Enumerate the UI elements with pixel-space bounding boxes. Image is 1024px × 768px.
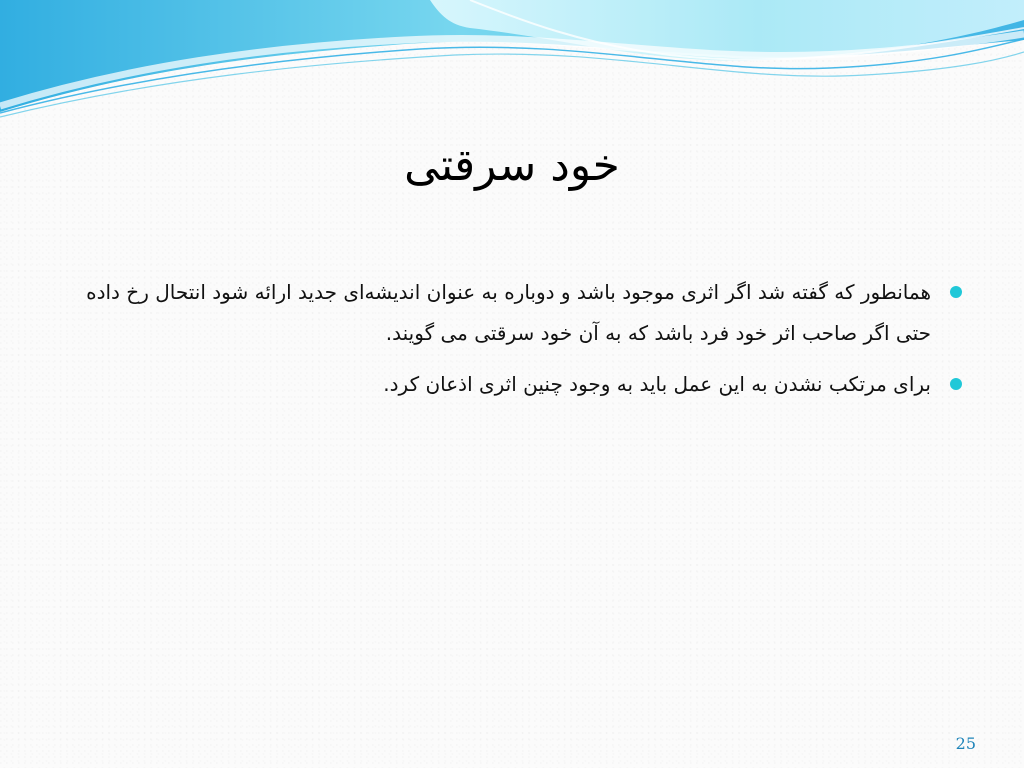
bullet-text: برای مرتکب نشدن به این عمل باید به وجود چنین اثری اذعان کرد. <box>383 372 931 396</box>
bullet-text: همانطور که گفته شد اگر اثری موجود باشد و دوباره به عنوان اندیشه‌ای جدید ارائه شود انتحال رخ داده حتی اگر صاحب اثر خود فرد باشد که به آن خود سرقتی می گویند. <box>86 280 931 345</box>
bullet-item-self-plagiarism-definition <box>55 272 965 354</box>
page-number: 25 <box>955 734 976 753</box>
bullet-item-avoidance-guidance <box>55 364 965 405</box>
bullet-icon <box>950 378 962 390</box>
slide-title: خود سرقتی <box>404 140 620 191</box>
bullet-list <box>55 272 965 415</box>
blue-wave-header <box>0 0 1024 130</box>
bullet-icon <box>950 286 962 298</box>
